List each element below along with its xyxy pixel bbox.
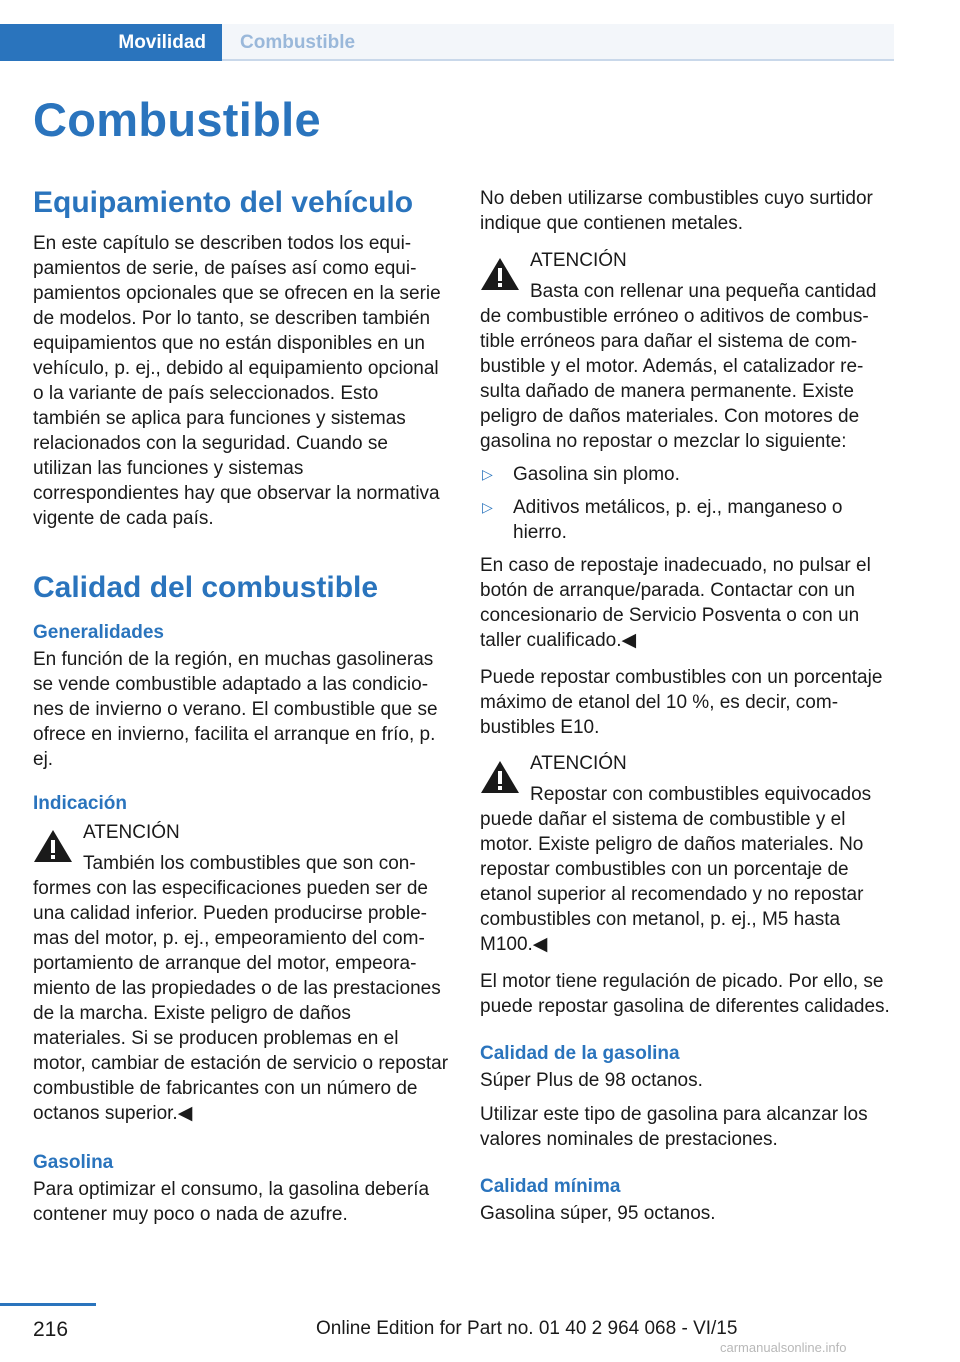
warning-text-body: También los combustibles que son conformes con las especificaciones pueden ser de una calidad inferior. Pueden producirse problemas del motor, p. ej., empeoramiento del comportamiento de arranque del motor, empeoramiento de las propiedades o de las prestaciones de la marcha. Existe peligro de daños materiales. Si se producen problemas en el motor, cambiar de estación de servicio o repostar combustible de fabricantes con un número de octanos superior.◀	[33, 853, 449, 1124]
heading-indicacion: Indicación	[33, 793, 127, 814]
paragraph-picado: El motor tiene regulación de picado. Por ello, se puede repostar gasolina de diferentes calidades.	[480, 971, 890, 1017]
tab-combustible[interactable]: Combustible	[222, 24, 894, 61]
footer-accent-line	[0, 1303, 96, 1306]
paragraph-etanol: Puede repostar combustibles con un porcentaje máximo de etanol del 10 %, es decir, combustibles E10.	[480, 667, 883, 738]
tab-movilidad[interactable]: Movilidad	[0, 24, 222, 61]
watermark: carmanualsonline.info	[720, 1340, 847, 1355]
paragraph-gasolina: Para optimizar el consumo, la gasolina debería contener muy poco o nada de azufre.	[33, 1179, 430, 1225]
header-tabs	[0, 24, 894, 61]
edition-text: Online Edition for Part no. 01 40 2 964 068 - VI/15	[316, 1318, 738, 1339]
page-number: 216	[33, 1318, 69, 1341]
right-column	[480, 186, 896, 1226]
paragraph-utilizar: Utilizar este tipo de gasolina para alcanzar los valores nominales de prestaciones.	[480, 1104, 868, 1150]
heading-gasolina: Gasolina	[33, 1152, 114, 1173]
heading-equipamiento: Equipamiento del vehículo	[33, 186, 414, 219]
list-item: ▷ Aditivos metálicos, p. ej., manganeso o hierro.	[482, 497, 843, 543]
triangle-bullet-icon: ▷	[482, 499, 493, 515]
paragraph-superplus: Súper Plus de 98 octanos.	[480, 1070, 703, 1091]
heading-generalidades: Generalidades	[33, 622, 164, 643]
warning-text-body: Basta con rellenar una pequeña cantidad de combustible erróneo o aditivos de combustible erróneos para dañar el sistema de combustible y el motor. Además, el catalizador resulta dañado de manera permanente. Existe peligro de daños materiales. Con motores de gasolina no repostar o mezclar lo siguiente:	[480, 281, 877, 452]
warning-triangle-icon	[480, 256, 520, 292]
warning-text	[33, 851, 449, 1126]
warning-box-indicacion	[33, 820, 449, 1126]
warning-label: ATENCIÓN	[530, 250, 627, 271]
warning-text	[480, 782, 896, 957]
warning-text	[480, 279, 896, 454]
warning-triangle-icon	[480, 759, 520, 795]
warning-label: ATENCIÓN	[530, 753, 627, 774]
warning-box-combustible-erroneo	[480, 248, 896, 454]
list-item: ▷ Gasolina sin plomo.	[482, 464, 680, 485]
heading-calidad-combustible: Calidad del combustible	[33, 571, 379, 604]
bullet-list	[480, 462, 896, 545]
left-column	[33, 186, 449, 1227]
paragraph-repostaje: En caso de repostaje inadecuado, no pulsar el botón de arranque/parada. Contactar con un concesionario de Servicio Posventa o con un taller cualificado.◀	[480, 555, 871, 651]
warning-triangle-icon	[33, 828, 73, 864]
triangle-bullet-icon: ▷	[482, 466, 493, 482]
paragraph-minima: Gasolina súper, 95 octanos.	[480, 1203, 716, 1224]
paragraph-generalidades: En función de la región, en muchas gasolineras se vende combustible adaptado a las condiciones de invierno o verano. El combustible que se ofrece en invierno, facilita el arranque en frío, p. ej.	[33, 649, 438, 770]
warning-text-body: Repostar con combustibles equivocados puede dañar el sistema de combustible y el motor. Existe peligro de daños materiales. No repostar combustibles con un porcentaje de etanol superior al recomendado y no repostar combustibles con metanol, p. ej., M5 hasta M100.◀	[480, 784, 872, 955]
heading-calidad-minima: Calidad mínima	[480, 1176, 621, 1197]
paragraph-metales: No deben utilizarse combustibles cuyo surtidor indique que contienen metales.	[480, 188, 873, 234]
paragraph-equipamiento: En este capítulo se describen todos los equipamientos de serie, de países así como equipamientos opcionales que se ofrecen en la serie de modelos. Por lo tanto, se describen también equipamientos que no están disponibles en un vehículo, p. ej., debido al equipamiento opcional o la variante de país seleccionados. Esto también se aplica para funciones y sistemas relacionados con la seguridad. Cuando se utilizan las funciones y sistemas correspondientes hay que observar la normativa vigente de cada país.	[33, 233, 441, 529]
header-divider	[222, 59, 894, 61]
warning-label: ATENCIÓN	[83, 822, 180, 843]
page-title: Combustible	[33, 93, 321, 146]
warning-box-etanol	[480, 751, 896, 957]
heading-calidad-gasolina: Calidad de la gasolina	[480, 1043, 680, 1064]
